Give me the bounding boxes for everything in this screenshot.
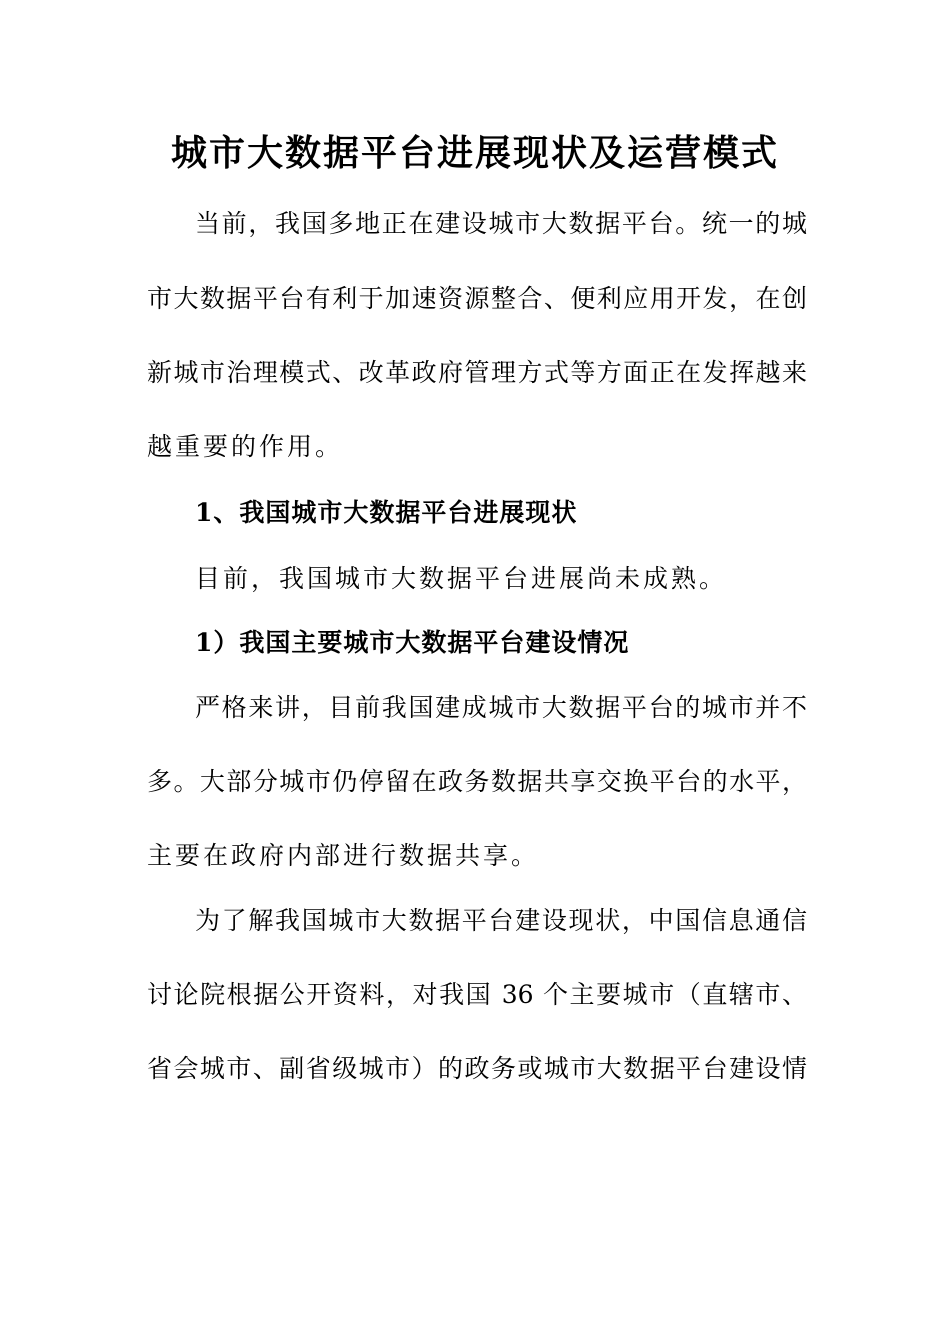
subsection-heading: 1）我国主要城市大数据平台建设情况	[195, 628, 630, 657]
paragraph-line: 讨论院根据公开资料，对我国 36 个主要城市（直辖市、	[147, 980, 807, 1009]
paragraph-line: 当前，我国多地正在建设城市大数据平台。统一的城	[195, 209, 807, 238]
paragraph-line: 越重要的作用。	[147, 432, 344, 461]
section-heading: 1、我国城市大数据平台进展现状	[195, 498, 578, 527]
paragraph-line: 严格来讲，目前我国建成城市大数据平台的城市并不	[195, 693, 807, 722]
paragraph-line: 为了解我国城市大数据平台建设现状，中国信息通信	[195, 906, 807, 935]
paragraph-line: 目前，我国城市大数据平台进展尚未成熟。	[195, 564, 728, 593]
paragraph-line: 新城市治理模式、改革政府管理方式等方面正在发挥越来	[147, 358, 807, 387]
paragraph-line: 市大数据平台有利于加速资源整合、便利应用开发，在创	[147, 284, 807, 313]
paragraph-line: 省会城市、副省级城市）的政务或城市大数据平台建设情	[147, 1054, 807, 1083]
paragraph-line: 主要在政府内部进行数据共享。	[147, 841, 540, 870]
paragraph-line: 多。大部分城市仍停留在政务数据共享交换平台的水平，	[147, 767, 807, 796]
document-title: 城市大数据平台进展现状及运营模式	[170, 132, 779, 174]
